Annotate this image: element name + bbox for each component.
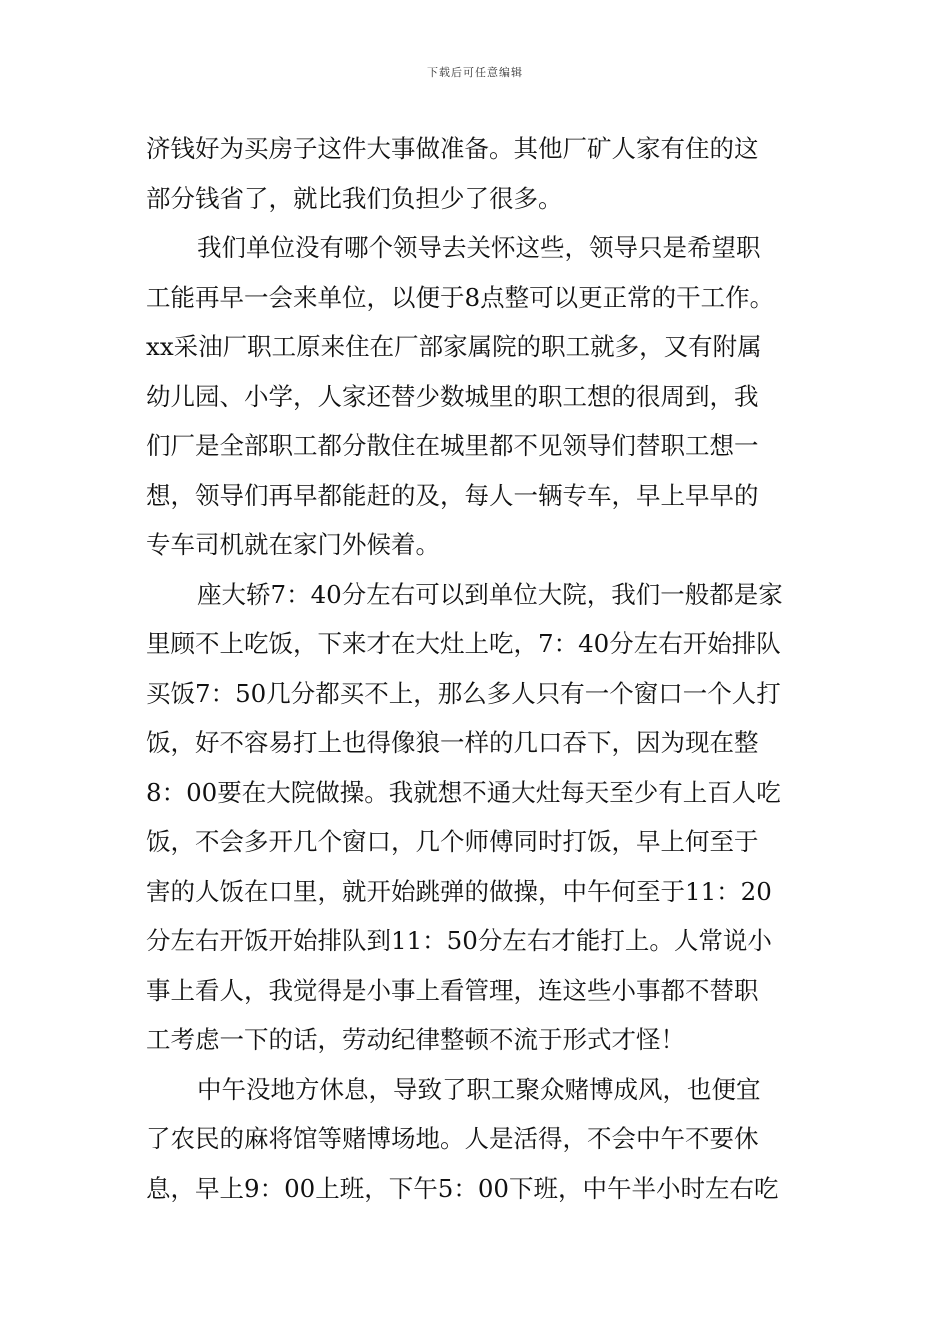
- text-line: 济钱好为买房子这件大事做准备。其他厂矿人家有住的这: [146, 134, 759, 163]
- text-line-indented: 中午没地方休息，导致了职工聚众赌博成风，也便宜: [197, 1074, 761, 1104]
- text-line: 饭，不会多开几个窗口，几个师傅同时打饭，早上何至于: [146, 827, 759, 856]
- text-line: 专车司机就在家门外候着。: [146, 530, 440, 559]
- text-line: 幼儿园、小学，人家还替少数城里的职工想的很周到，我: [146, 381, 759, 411]
- text-line-indented: 我们单位没有哪个领导去关怀这些，领导只是希望职: [197, 233, 761, 262]
- text-line: 里顾不上吃饭，下来才在大灶上吃，7：40分左右开始排队: [146, 629, 781, 658]
- text-line: 8：00要在大院做操。我就想不通大灶每天至少有上百人吃: [146, 777, 781, 807]
- text-line: 饭，好不容易打上也得像狼一样的几口吞下，因为现在整: [146, 728, 759, 757]
- text-line: 们厂是全部职工都分散住在城里都不见领导们替职工想一: [146, 431, 759, 460]
- text-line: 买饭7：50几分都买不上，那么多人只有一个窗口一个人打: [146, 678, 781, 708]
- text-line: 工能再早一会来单位，以便于8点整可以更正常的干工作。: [146, 282, 775, 312]
- text-line: xx采油厂职工原来住在厂部家属院的职工就多，又有附属: [146, 332, 762, 361]
- text-line: 了农民的麻将馆等赌博场地。人是活得，不会中午不要休: [146, 1124, 759, 1153]
- text-line: 事上看人，我觉得是小事上看管理，连这些小事都不替职: [146, 975, 759, 1005]
- page-header: 下载后可任意编辑: [427, 66, 523, 79]
- text-line: 部分钱省了，就比我们负担少了很多。: [146, 183, 563, 213]
- text-line-indented: 座大轿7：40分左右可以到单位大院，我们一般都是家: [197, 579, 783, 609]
- text-line: 害的人饭在口里，就开始跳弹的做操，中午何至于11：20: [146, 876, 772, 906]
- text-line: 息，早上9：00上班，下午5：00下班，中午半小时左右吃: [146, 1173, 779, 1203]
- text-line: 工考虑一下的话，劳动纪律整顿不流于形式才怪！: [146, 1025, 685, 1054]
- body-text: [146, 124, 810, 1213]
- text-line: 分左右开饭开始排队到11：50分左右才能打上。人常说小: [146, 926, 772, 955]
- text-line: 想，领导们再早都能赶的及，每人一辆专车，早上早早的: [146, 480, 759, 510]
